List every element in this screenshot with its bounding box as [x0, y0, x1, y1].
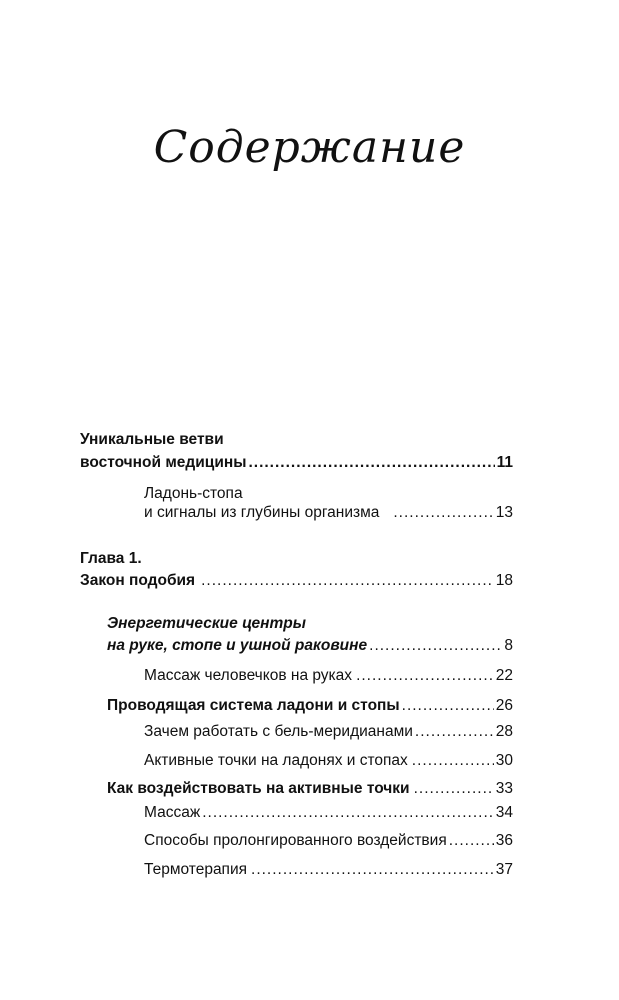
- toc-entry[interactable]: [144, 803, 513, 823]
- toc-entry-page: 13: [495, 504, 513, 521]
- toc-entry-page: 36: [495, 832, 513, 849]
- toc-entry[interactable]: [80, 430, 224, 450]
- toc-entry-page: 8: [504, 637, 513, 654]
- toc-entry[interactable]: [80, 549, 142, 569]
- toc-entry-label: Зачем работать с бель-меридианами: [144, 723, 413, 740]
- toc-entry-page: 22: [495, 667, 513, 684]
- page-title: Содержание: [153, 122, 466, 173]
- toc-entry-label: Массаж: [144, 804, 201, 821]
- toc-entry[interactable]: [107, 779, 513, 799]
- toc-entry[interactable]: [80, 571, 513, 591]
- leader-dots: [369, 636, 502, 656]
- toc-entry-label: Как воздействовать на активные точки: [107, 780, 410, 797]
- toc-entry[interactable]: [144, 831, 513, 851]
- leader-dots: [449, 831, 494, 851]
- toc-entry[interactable]: [80, 453, 513, 473]
- toc-entry-label: и сигналы из глубины организма: [144, 504, 380, 521]
- toc-entry[interactable]: [107, 696, 513, 716]
- toc-entry-label: Термотерапия: [144, 861, 248, 878]
- toc-entry[interactable]: [144, 484, 243, 504]
- toc-entry-label: на руке, стопе и ушной раковине: [107, 637, 368, 654]
- leader-dots: [201, 571, 494, 591]
- toc-entry-page: 11: [496, 454, 513, 471]
- toc-entry-label: Массаж человечков на руках: [144, 667, 353, 684]
- toc-entry-page: 28: [495, 723, 513, 740]
- leader-dots: [402, 696, 494, 716]
- toc-entry-page: 33: [495, 780, 513, 797]
- toc-entry[interactable]: [107, 614, 306, 634]
- leader-dots: [393, 503, 493, 523]
- toc-entry-label: Ладонь-стопа: [144, 485, 243, 502]
- leader-dots: [356, 666, 494, 686]
- leader-dots: [202, 803, 494, 823]
- toc-entry-page: 37: [495, 861, 513, 878]
- leader-dots: [412, 751, 494, 771]
- leader-dots: [251, 860, 494, 880]
- leader-dots: [248, 453, 494, 473]
- toc-entry-label: Глава 1.: [80, 550, 142, 567]
- toc-entry-label: Закон подобия: [80, 572, 196, 589]
- toc-entry-label: Проводящая система ладони и стопы: [107, 697, 400, 714]
- toc-entry-label: восточной медицины: [80, 454, 247, 471]
- toc-entry[interactable]: [144, 860, 513, 880]
- toc-entry[interactable]: [144, 666, 513, 686]
- toc-entry-label: Энергетические центры: [107, 615, 306, 632]
- toc-entry[interactable]: [144, 503, 513, 523]
- toc-entry-label: Способы пролонгированного воздействия: [144, 832, 447, 849]
- toc-entry-page: 18: [495, 572, 513, 589]
- toc-entry-page: 34: [495, 804, 513, 821]
- toc-entry-label: Уникальные ветви: [80, 431, 224, 448]
- toc-entry[interactable]: [107, 636, 513, 656]
- toc-entry-page: 30: [495, 752, 513, 769]
- toc-entry[interactable]: [144, 751, 513, 771]
- leader-dots: [414, 779, 494, 799]
- toc-entry[interactable]: [144, 722, 513, 742]
- leader-dots: [415, 722, 494, 742]
- toc-entry-label: Активные точки на ладонях и стопах: [144, 752, 408, 769]
- toc-entry-page: 26: [495, 697, 513, 714]
